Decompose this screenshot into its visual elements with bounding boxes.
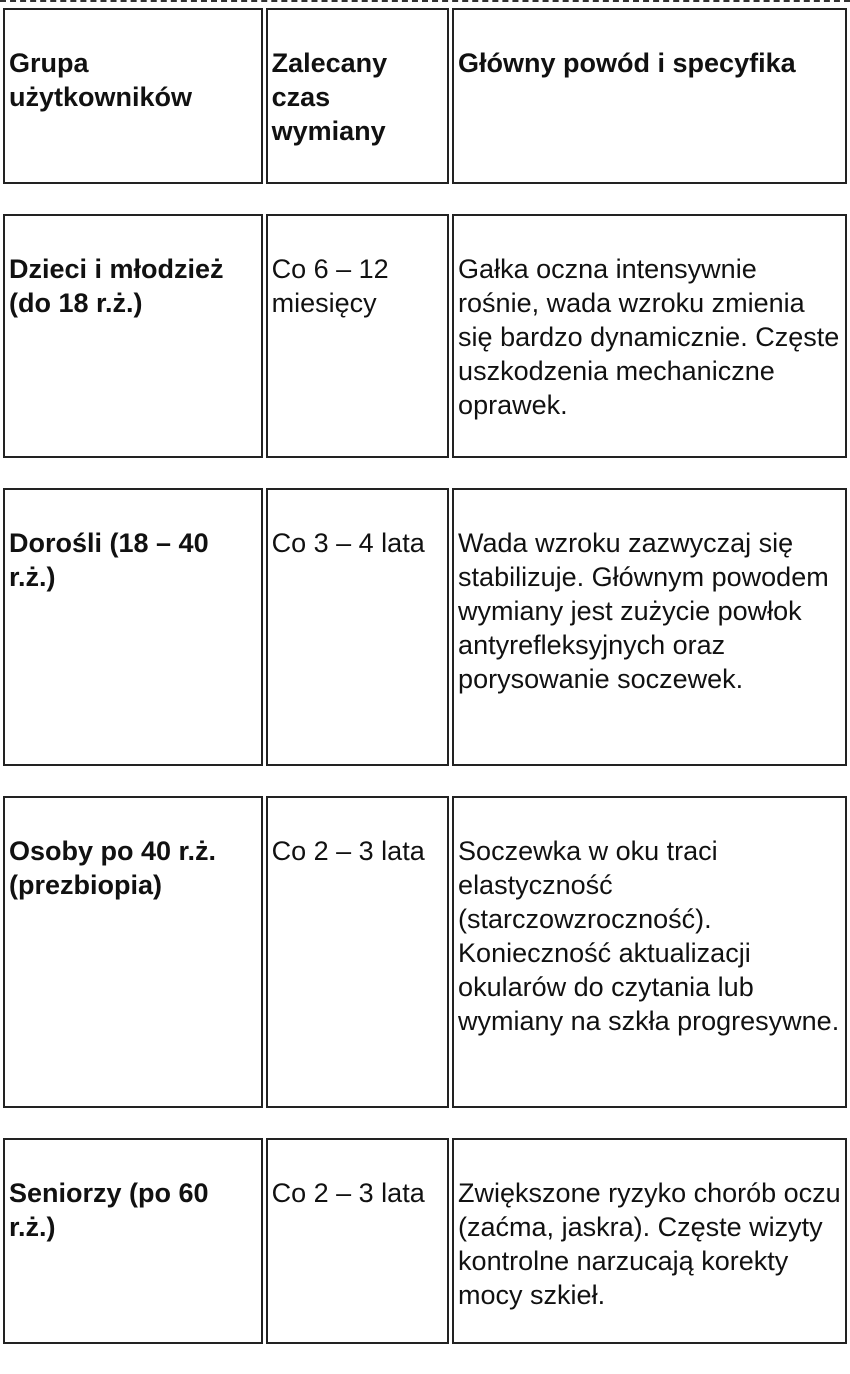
group-cell: Osoby po 40 r.ż. (prezbiopia) <box>3 796 263 1108</box>
reason-cell: Soczewka w oku traci elastyczność (starczowzroczność). Konieczność aktualizacji okularów do czytania lub wymiany na szkła progresywne. <box>452 796 847 1108</box>
table-row <box>3 1138 847 1344</box>
reason-cell: Zwiększone ryzyko chorób oczu (zaćma, jaskra). Częste wizyty kontrolne narzucają korekty mocy szkieł. <box>452 1138 847 1344</box>
time-cell: Co 3 – 4 lata <box>266 488 449 766</box>
reason-cell: Gałka oczna intensywnie rośnie, wada wzroku zmienia się bardzo dynamicznie. Częste uszkodzenia mechaniczne oprawek. <box>452 214 847 458</box>
time-cell: Co 2 – 3 lata <box>266 796 449 1108</box>
reason-cell: Wada wzroku zazwyczaj się stabilizuje. Głównym powodem wymiany jest zużycie powłok antyrefleksyjnych oraz porysowanie soczewek. <box>452 488 847 766</box>
header-cell-time: Zalecany czas wymiany <box>266 8 449 184</box>
time-cell: Co 6 – 12 miesięcy <box>266 214 449 458</box>
time-cell: Co 2 – 3 lata <box>266 1138 449 1344</box>
header-cell-reason: Główny powód i specyfika <box>452 8 847 184</box>
table-row <box>3 214 847 458</box>
group-cell: Seniorzy (po 60 r.ż.) <box>3 1138 263 1344</box>
table-row <box>3 488 847 766</box>
group-cell: Dorośli (18 – 40 r.ż.) <box>3 488 263 766</box>
header-cell-group: Grupa użytkowników <box>3 8 263 184</box>
table-header-row <box>3 8 847 184</box>
table-row <box>3 796 847 1108</box>
group-cell: Dzieci i młodzież (do 18 r.ż.) <box>3 214 263 458</box>
